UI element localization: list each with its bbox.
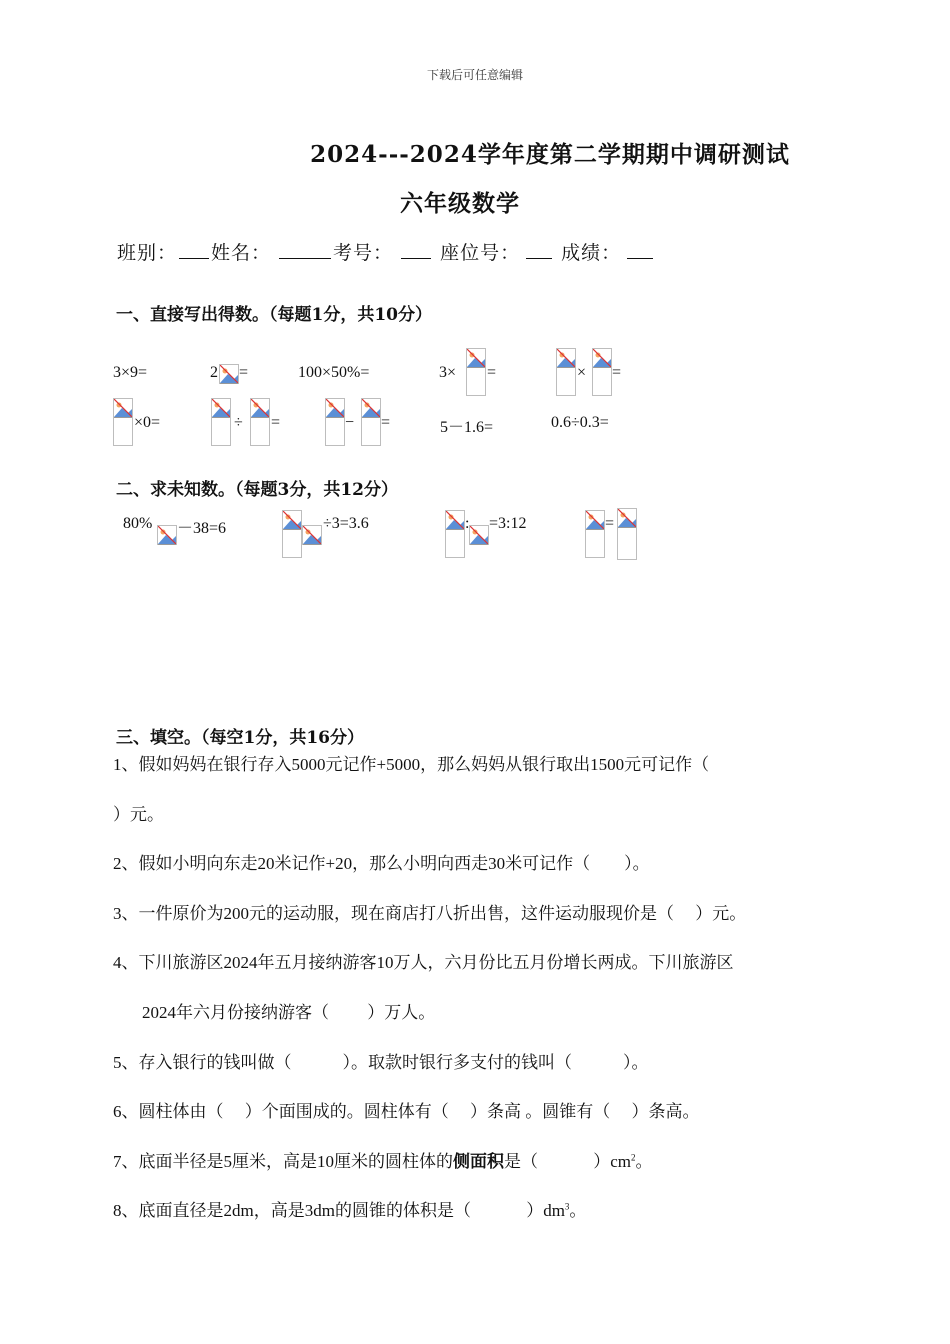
expr-equals: = bbox=[487, 364, 497, 381]
header-note: 下载后可任意编辑 bbox=[426, 68, 523, 82]
page-title: 2024---2024学年度第二学期期中调研测试 bbox=[310, 141, 790, 168]
expr-0.6-div-0.3: 0.6÷0.3= bbox=[551, 414, 609, 431]
name-blank[interactable] bbox=[279, 240, 331, 259]
question-7-emphasis: 侧面积 bbox=[453, 1152, 504, 1172]
name-label: 姓名： bbox=[211, 242, 272, 264]
fraction-image-icon bbox=[113, 398, 133, 446]
question-4-line1: 4、下川旅游区2024年五月接纳游客10万人，六月份比五月份增长两成。下川旅游区 bbox=[113, 953, 734, 972]
question-8-text: 8、底面直径是2dm，高是3dm的圆锥的体积是（ ）dm bbox=[113, 1201, 565, 1220]
fraction-image-icon bbox=[211, 398, 231, 446]
question-1-line1: 1、假如妈妈在银行存入5000元记作+5000，那么妈妈从银行取出1500元可记作（ bbox=[113, 755, 710, 774]
eq2-rest: ÷3=3.6 bbox=[323, 515, 369, 532]
eq4-equals: = bbox=[605, 515, 615, 532]
score-blank[interactable] bbox=[627, 240, 653, 259]
unknown-image-icon bbox=[469, 525, 489, 545]
eq3-colon: : bbox=[465, 515, 470, 532]
question-8 bbox=[113, 1196, 586, 1221]
expr-equals: = bbox=[612, 364, 622, 381]
eq3-rest: =3:12 bbox=[489, 515, 527, 532]
question-2: 2、假如小明向东走20米记作+20，那么小明向西走30米可记作（ ）。 bbox=[113, 854, 650, 873]
section3-heading: 三、填空。（每空1分，共16分） bbox=[116, 728, 364, 748]
exam-no-blank[interactable] bbox=[401, 240, 431, 259]
unknown-image-icon bbox=[157, 525, 177, 545]
expr-3x: 3× bbox=[439, 364, 457, 381]
eq1-80pct: 80% bbox=[123, 515, 153, 532]
student-info-line bbox=[117, 238, 655, 265]
expr-divide: ÷ bbox=[234, 414, 243, 431]
question-8-end: 。 bbox=[569, 1201, 587, 1220]
fraction-image-icon bbox=[585, 510, 605, 558]
expr-100x50pct: 100×50%= bbox=[298, 364, 370, 381]
expr-3x9: 3×9= bbox=[113, 364, 148, 381]
fraction-image-icon bbox=[361, 398, 381, 446]
question-7-blank-text: 是（ ）cm bbox=[504, 1152, 632, 1171]
page-subtitle: 六年级数学 bbox=[400, 190, 520, 217]
expr-equals: = bbox=[381, 414, 391, 431]
expr-2-prefix: 2 bbox=[210, 364, 218, 381]
section2-heading: 二、求未知数。（每题3分，共12分） bbox=[116, 480, 398, 500]
question-7-exponent: 2 bbox=[631, 1152, 636, 1163]
eq1-rest: －38=6 bbox=[177, 520, 227, 537]
fraction-image-icon bbox=[556, 348, 576, 396]
expr-5-minus-1.6: 5－1.6= bbox=[440, 419, 494, 436]
fraction-image-icon bbox=[617, 508, 637, 560]
expr-times: × bbox=[577, 364, 587, 381]
question-3: 3、一件原价为200元的运动服，现在商店打八折出售，这件运动服现价是（ ）元。 bbox=[113, 904, 747, 923]
seat-label: 座位号： bbox=[440, 242, 521, 264]
unknown-image-icon bbox=[302, 525, 322, 545]
class-blank[interactable] bbox=[179, 240, 209, 259]
question-7-end: 。 bbox=[635, 1152, 653, 1171]
question-1-line2: ）元。 bbox=[113, 805, 164, 824]
question-4-line2: 2024年六月份接纳游客（ ）万人。 bbox=[142, 1003, 436, 1022]
question-7-text: 7、底面半径是5厘米，高是10厘米的圆柱体的 bbox=[113, 1152, 453, 1171]
fraction-image-icon bbox=[325, 398, 345, 446]
seat-blank[interactable] bbox=[526, 240, 552, 259]
expr-minus: − bbox=[345, 414, 355, 431]
question-5: 5、存入银行的钱叫做（ ）。取款时银行多支付的钱叫（ ）。 bbox=[113, 1053, 649, 1072]
expr-equals: = bbox=[271, 414, 281, 431]
class-label: 班别： bbox=[117, 242, 178, 264]
expr-times-zero: ×0= bbox=[134, 414, 161, 431]
fraction-image-icon bbox=[445, 510, 465, 558]
question-8-exponent: 3 bbox=[564, 1201, 570, 1212]
fraction-image-icon bbox=[282, 510, 302, 558]
question-7 bbox=[113, 1147, 653, 1172]
expr-equals: = bbox=[239, 364, 249, 381]
section1-heading: 一、直接写出得数。（每题1分，共10分） bbox=[116, 305, 432, 325]
fraction-image-icon bbox=[250, 398, 270, 446]
exam-no-label: 考号： bbox=[333, 242, 394, 264]
fraction-image-icon bbox=[592, 348, 612, 396]
fraction-image-icon bbox=[466, 348, 486, 396]
question-6: 6、圆柱体由（ ）个面围成的。圆柱体有（ ）条高 。圆锥有（ ）条高。 bbox=[113, 1102, 700, 1121]
score-label: 成绩： bbox=[561, 242, 622, 264]
fraction-image-icon bbox=[219, 364, 239, 384]
